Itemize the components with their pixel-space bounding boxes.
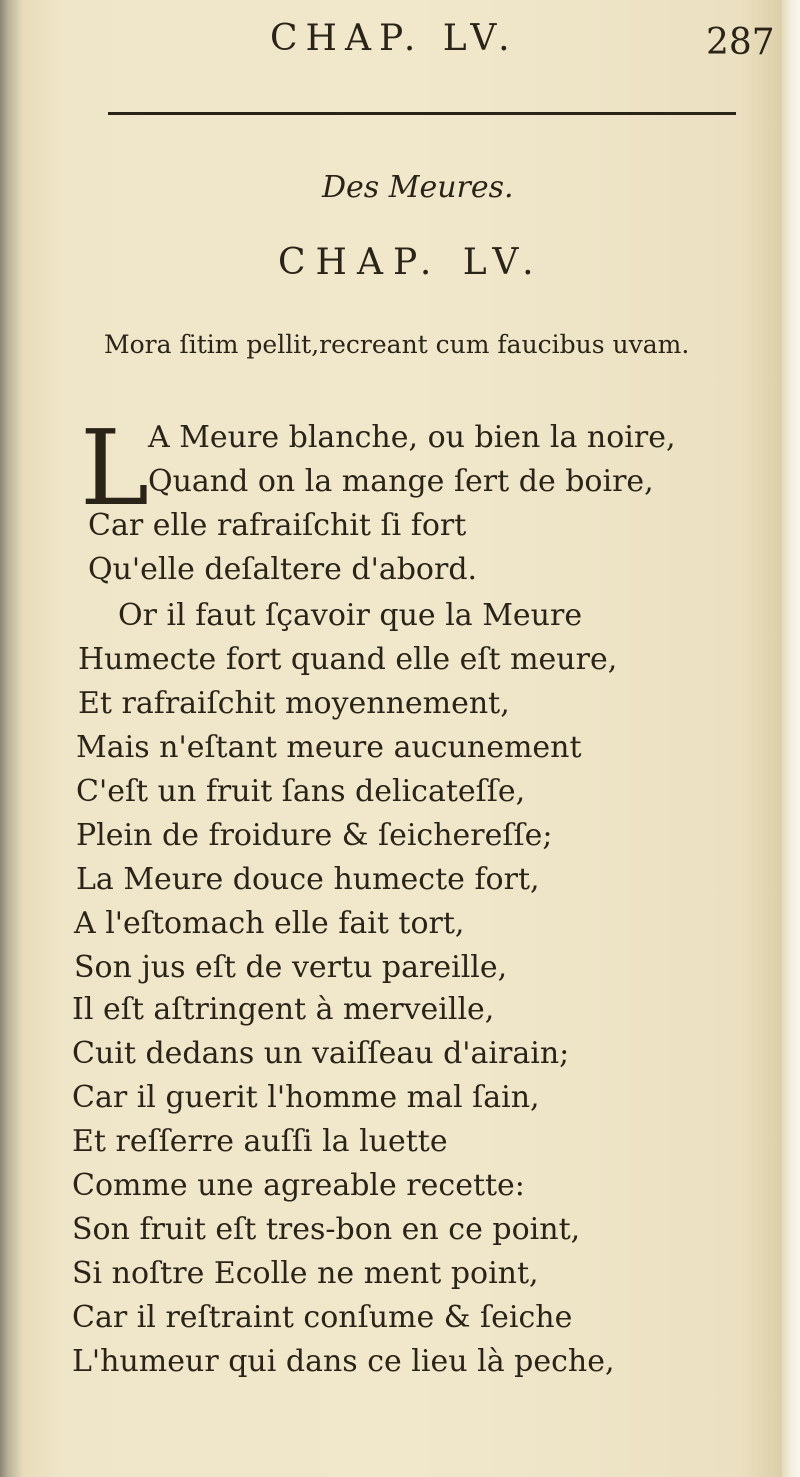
poem-line: Cuit dedans un vaiſſeau d'airain; (72, 1036, 570, 1071)
poem-line: Car il guerit l'homme mal ſain, (72, 1080, 540, 1115)
poem-line: Mais n'eſtant meure aucunement (76, 730, 582, 765)
poem-line: C'eſt un fruit ſans delicateſſe, (76, 774, 526, 809)
poem-line: Si noſtre Ecolle ne ment point, (72, 1256, 539, 1291)
poem-line: Humecte fort quand elle eſt meure, (78, 642, 618, 677)
poem-line: Quand on la mange ſert de boire, (148, 464, 654, 499)
poem-line: Car il reſtraint conſume & ſeiche (72, 1300, 573, 1335)
poem-line: Son jus eſt de vertu pareille, (74, 950, 508, 985)
page-number: 287 (706, 22, 775, 63)
poem-line: Et reſſerre auſſi la luette (72, 1124, 448, 1159)
page-gutter-shadow (0, 0, 22, 1477)
poem-line: Car elle rafraiſchit ſi fort (88, 508, 467, 543)
running-title: CHAP. LV. (270, 18, 518, 59)
latin-epigraph: Mora ſitim pellit,recreant cum faucibus uvam. (104, 330, 690, 359)
poem-line: Qu'elle deſaltere d'abord. (88, 552, 478, 587)
header-rule (108, 112, 736, 115)
poem-line: La Meure douce humecte fort, (76, 862, 540, 897)
poem-line: L'humeur qui dans ce lieu là peche, (72, 1344, 615, 1379)
poem-line: Et rafraiſchit moyennement, (78, 686, 510, 721)
page-edge (782, 0, 800, 1477)
poem-line: A l'eſtomach elle fait tort, (74, 906, 465, 941)
poem-line: Comme une agreable recette: (72, 1168, 525, 1203)
poem-line: A Meure blanche, ou bien la noire, (148, 420, 676, 455)
poem-line: Il eſt aſtringent à merveille, (72, 992, 495, 1027)
drop-cap: L (80, 407, 150, 529)
poem-line: Or il faut ſçavoir que la Meure (118, 598, 583, 633)
chapter-heading: CHAP. LV. (278, 242, 544, 283)
section-title: Des Meures. (322, 170, 514, 205)
poem-line: Son fruit eſt tres-bon en ce point, (72, 1212, 581, 1247)
poem-line: Plein de froidure & ſeichereſſe; (76, 818, 553, 853)
